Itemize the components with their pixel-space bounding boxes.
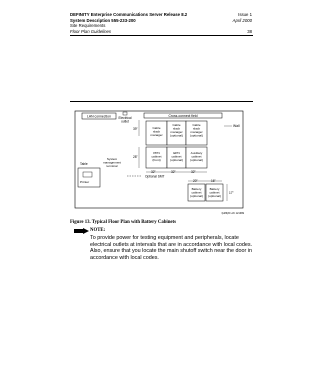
cab1-line2: slack [152, 129, 161, 134]
dim-39-top: 39" [133, 127, 138, 131]
cab3-line4: (optional) [190, 133, 203, 138]
dim-20: 20" [193, 179, 198, 184]
figure-caption: Figure 13. Typical Floor Plan with Battery Cabinets [70, 220, 176, 225]
cab5-line2: cabinet [171, 154, 182, 159]
table-label: Table [80, 162, 88, 166]
cab5-line3: (optional) [170, 158, 183, 162]
section-name: Site Requirements [70, 23, 106, 29]
cab7-line3: (optional) [190, 194, 203, 198]
floor-plan-figure [70, 110, 253, 218]
wall-label: Wall [233, 124, 240, 128]
subsection-name: Floor Plan Guidelines [70, 28, 112, 34]
lan-connection-label: LAN connection [87, 114, 111, 119]
cab2-line1: Cable [172, 123, 181, 127]
page-header-right [233, 12, 252, 34]
cab8-line3: (optional) [208, 194, 221, 198]
cab2-line4: (optional) [170, 133, 183, 138]
cab4-line2: cabinet [151, 154, 162, 159]
cab1-line1: Cable [152, 126, 161, 130]
issue-date: April 2000 [232, 17, 252, 23]
printer-icon [83, 172, 92, 177]
doc-title: DEFINITY Enterprise Communications Server Release 8.2 [70, 12, 188, 17]
issue-label: Issue 1 [238, 12, 252, 17]
dim-16: 16" [211, 179, 216, 184]
dim-32-3: 32" [191, 170, 196, 175]
smt-line2: management [102, 160, 122, 165]
smt-line3: terminal [106, 164, 118, 168]
electrical-outlet-label-1: Electrical [118, 116, 132, 120]
optional-smt-label: Optional SMT [145, 174, 165, 179]
header-rule [70, 35, 253, 36]
cab6-line3: (optional) [190, 158, 203, 162]
floor-plan-diagram [70, 110, 253, 218]
page-header-left [70, 12, 187, 34]
note-label: NOTE: [90, 228, 106, 233]
cab3-line1: Cable [192, 123, 201, 127]
electrical-outlet-icon [123, 112, 127, 115]
note-pointer-icon [74, 228, 90, 234]
dim-17: 17" [229, 191, 234, 195]
cross-connect-field-label: Cross-connect field [168, 113, 198, 118]
cab2-line3: manager [170, 130, 183, 134]
cab2-line2: slack [172, 126, 181, 131]
cab8-line2: cabinet [209, 190, 220, 195]
page-number: 38 [247, 28, 252, 34]
cab4-line3: (front) [152, 158, 161, 162]
doc-subtitle: System Description 555-233-200 [70, 17, 136, 23]
cab6-line2: cabinet [191, 154, 202, 159]
printer-label: Printer [80, 180, 90, 184]
cab3-line2: slack [192, 126, 201, 131]
cab3-line3: manager [190, 130, 203, 134]
cab7-line1: Battery [191, 187, 202, 191]
note-text: To provide power for testing equipment and peripherals, locate electrical outlets at intervals that are in accordance with local codes. Also, ensure that you locate the main shutoff switch near the door in accordance with local codes. [90, 235, 253, 261]
dim-32-2: 32" [171, 170, 176, 175]
cab5-line1: EPN [173, 151, 180, 155]
cab1-line3: manager [150, 133, 163, 137]
smt-line1: System [106, 157, 118, 161]
cab7-line2: cabinet [191, 190, 202, 195]
dim-28: 28" [133, 155, 138, 159]
figure-top-rule [70, 101, 253, 102]
table-outline [78, 168, 100, 187]
cab6-line1: Auxiliary [190, 151, 203, 155]
electrical-outlet-label-2: outlet [121, 119, 129, 124]
cab4-line1: PPN [153, 151, 160, 155]
cab8-line1: Battery [209, 187, 220, 191]
figure-id: fpdf6p5 LJK 121999 [221, 212, 244, 215]
dim-32-1: 32" [151, 170, 156, 175]
